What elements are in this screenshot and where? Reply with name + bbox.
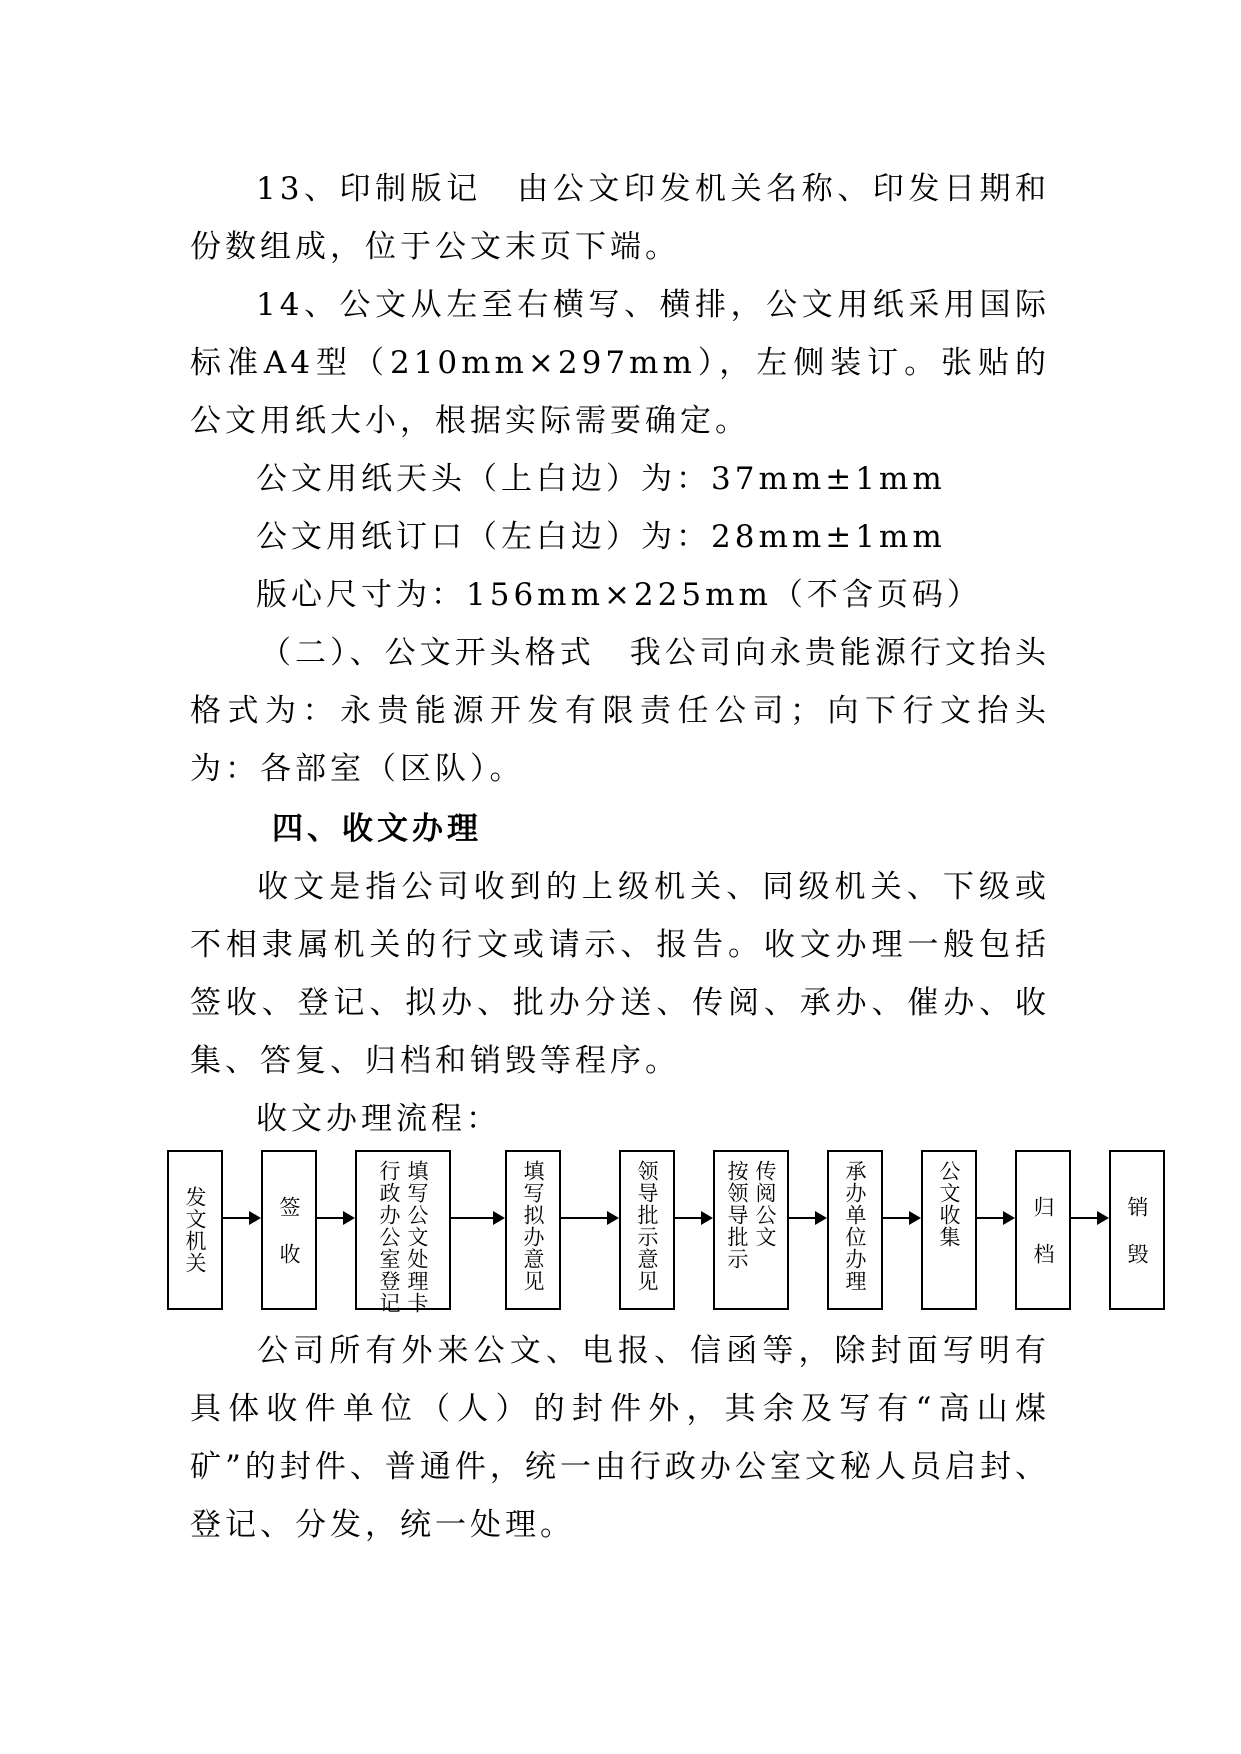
- section-heading: 四、收文办理: [272, 811, 482, 847]
- flow-box-guidang: 归 档: [1015, 1150, 1071, 1310]
- flow-box-xiaohui: 销 毁: [1109, 1150, 1165, 1310]
- paragraph-dingkou: 公文用纸订口（左白边）为：28mm±1mm: [256, 519, 946, 555]
- paragraph-kaitou: （二）、公文开头格式 我公司向永贵能源行文抬头格式为：永贵能源开发有限责任公司；向下行文抬头为：各部室（区队）。: [190, 635, 1050, 787]
- paragraph-liucheng: 收文办理流程：: [256, 1101, 501, 1137]
- flow-box-fawen: 发文机关: [167, 1150, 223, 1310]
- flow-box-niban: 填写拟办意见: [505, 1150, 561, 1310]
- process-flowchart: [165, 1150, 1165, 1320]
- flow-arrow: [883, 1217, 919, 1219]
- paragraph-laiwen: 公司所有外来公文、电报、信函等，除封面写明有具体收件单位（人）的封件外，其余及写有“高山煤矿”的封件、普通件，统一由行政办公室文秘人员启封、登记、分发，统一处理。: [190, 1333, 1050, 1543]
- flow-box-chuanyue: 传阅公文 按领导批示: [713, 1150, 789, 1310]
- flow-arrow: [977, 1217, 1013, 1219]
- flow-box-pishi: 领导批示意见: [619, 1150, 675, 1310]
- flow-arrow: [317, 1217, 353, 1219]
- paragraph-banxin: 版心尺寸为：156mm×225mm（不含页码）: [256, 577, 982, 613]
- flow-arrow: [675, 1217, 711, 1219]
- paragraph-13: 13、印制版记 由公文印发机关名称、印发日期和份数组成，位于公文末页下端。: [190, 171, 1050, 265]
- flow-arrow: [1071, 1217, 1107, 1219]
- flow-arrow: [451, 1217, 503, 1219]
- flow-arrow: [789, 1217, 825, 1219]
- paragraph-tiantou: 公文用纸天头（上白边）为：37mm±1mm: [256, 461, 946, 497]
- flow-arrow: [561, 1217, 617, 1219]
- flow-arrow: [223, 1217, 259, 1219]
- flow-box-qianshou: 签 收: [261, 1150, 317, 1310]
- paragraph-14: 14、公文从左至右横写、横排，公文用纸采用国际标准A4型（210mm×297mm），左侧装订。张贴的公文用纸大小，根据实际需要确定。: [190, 287, 1050, 439]
- flow-box-dengji: 填写公文处理卡 行政办公室登记: [355, 1150, 451, 1310]
- flow-box-chengban: 承办单位办理: [827, 1150, 883, 1310]
- paragraph-shouwen: 收文是指公司收到的上级机关、同级机关、下级或不相隶属机关的行文或请示、报告。收文办理一般包括签收、登记、拟办、批办分送、传阅、承办、催办、收集、答复、归档和销毁等程序。: [190, 869, 1050, 1079]
- flow-box-shouji: 公文收集: [921, 1150, 977, 1310]
